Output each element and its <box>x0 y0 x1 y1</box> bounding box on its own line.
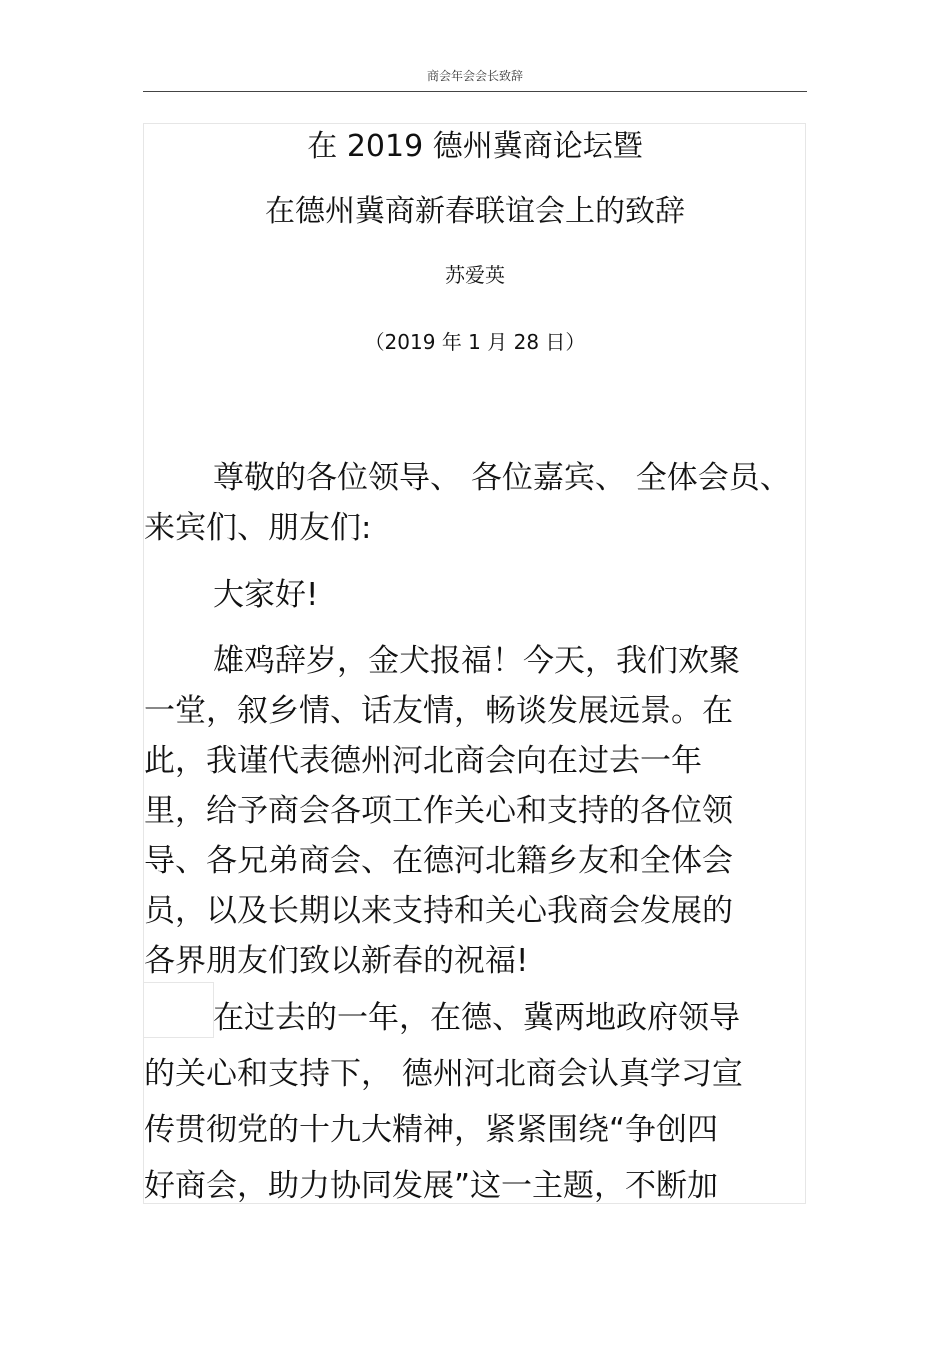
document-title-line-1: 在 2019 德州冀商论坛暨 <box>307 129 643 164</box>
body-line: 好商会，助力协同发展”这一主题，不断加 <box>144 1168 719 1204</box>
body-line: 尊敬的各位领导、 各位嘉宾、 全体会员、 <box>213 460 791 496</box>
body-line: 雄鸡辞岁，金犬报福！今天，我们欢聚 <box>213 643 740 679</box>
body-line: 一堂，叙乡情、话友情，畅谈发展远景。在 <box>144 693 733 729</box>
running-header: 商会年会会长致辞 <box>426 69 523 83</box>
body-line: 在过去的一年，在德、冀两地政府领导 <box>213 1000 740 1036</box>
author-name: 苏爱英 <box>445 263 505 287</box>
body-line: 此，我谨代表德州河北商会向在过去一年 <box>144 743 702 779</box>
body-line: 来宾们、朋友们: <box>144 510 372 546</box>
header-rule <box>143 91 807 92</box>
body-line: 里，给予商会各项工作关心和支持的各位领 <box>144 793 733 829</box>
body-line: 的关心和支持下， 德州河北商会认真学习宣 <box>144 1056 743 1092</box>
frame-notch <box>143 982 214 1038</box>
body-line: 员，以及长期以来支持和关心我商会发展的 <box>144 893 733 929</box>
speech-date: （2019 年 1 月 28 日） <box>364 330 586 354</box>
body-line: 导、各兄弟商会、在德河北籍乡友和全体会 <box>144 843 733 879</box>
body-line: 各界朋友们致以新春的祝福! <box>144 943 529 979</box>
body-line: 传贯彻党的十九大精神，紧紧围绕“争创四 <box>144 1112 719 1148</box>
body-line: 大家好! <box>213 577 319 613</box>
document-title-line-2: 在德州冀商新春联谊会上的致辞 <box>265 194 685 229</box>
